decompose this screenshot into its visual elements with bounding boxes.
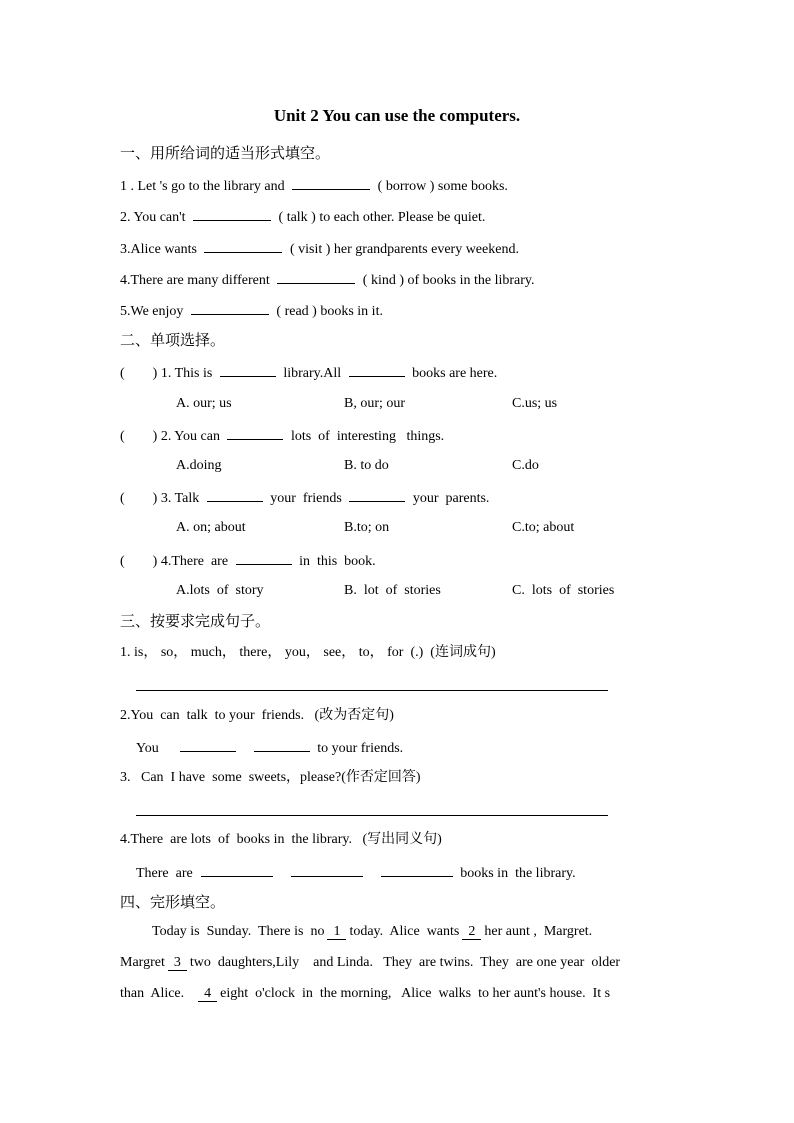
answer-blank[interactable] <box>236 550 292 565</box>
option-c[interactable]: C.do <box>512 458 539 473</box>
s2-question-4: ( ) 4.There are in this book. <box>120 550 376 570</box>
section2-heading: 二、单项选择。 <box>120 333 226 349</box>
s3-question-4-answer: There are books in the library. <box>136 862 576 882</box>
cloze-blank-1[interactable]: 1 <box>327 924 346 940</box>
answer-blank[interactable] <box>277 269 355 284</box>
cloze-blank-2[interactable]: 2 <box>462 924 481 940</box>
s1-item-2: 2. You can't ( talk ) to each other. Please be quiet. <box>120 206 485 226</box>
s2-question-1: ( ) 1. This is library.All books are here. <box>120 362 497 382</box>
section1-heading: 一、用所给词的适当形式填空。 <box>120 146 331 162</box>
s1-item-5: 5.We enjoy ( read ) books in it. <box>120 300 383 320</box>
s1-item-4: 4.There are many different ( kind ) of books in the library. <box>120 269 535 289</box>
answer-line[interactable] <box>136 690 608 691</box>
option-a[interactable]: A.lots of story <box>176 583 264 598</box>
answer-line[interactable] <box>136 815 608 816</box>
option-c[interactable]: C.us; us <box>512 396 558 411</box>
option-c[interactable]: C. lots of stories <box>512 583 615 598</box>
s3-question-1: 1. is， so， much， there， you， see， to， for (.) (连词成句) <box>120 645 496 660</box>
s2-question-2: ( ) 2. You can lots of interesting things. <box>120 425 444 445</box>
cloze-line-1: Today is Sunday. There is no 1 today. Alice wants 2 her aunt , Margret. <box>152 924 593 939</box>
answer-blank[interactable] <box>254 737 310 752</box>
option-b[interactable]: B. lot of stories <box>344 583 441 598</box>
answer-blank[interactable] <box>220 362 276 377</box>
option-c[interactable]: C.to; about <box>512 520 575 535</box>
s1-item-1: 1 . Let 's go to the library and ( borrow ) some books. <box>120 175 508 195</box>
s3-question-3: 3. Can I have some sweets，please?(作否定回答) <box>120 770 421 785</box>
answer-blank[interactable] <box>349 487 405 502</box>
answer-blank[interactable] <box>201 862 273 877</box>
answer-paren[interactable]: ( ) <box>120 554 158 569</box>
answer-blank[interactable] <box>227 425 283 440</box>
cloze-line-3: than Alice. 4 eight o'clock in the morning, Alice walks to her aunt's house. It s <box>120 986 611 1001</box>
answer-blank[interactable] <box>180 737 236 752</box>
section3-heading: 三、按要求完成句子。 <box>120 614 271 630</box>
s2-question-3: ( ) 3. Talk your friends your parents. <box>120 487 489 507</box>
section4-heading: 四、完形填空。 <box>120 895 226 911</box>
cloze-line-2: Margret 3 two daughters,Lily and Linda. They are twins. They are one year older <box>120 955 621 970</box>
answer-blank[interactable] <box>191 300 269 315</box>
answer-paren[interactable]: ( ) <box>120 366 158 381</box>
page-title: Unit 2 You can use the computers. <box>273 106 521 125</box>
s3-question-4: 4.There are lots of books in the library. (写出同义句) <box>120 832 442 847</box>
answer-blank[interactable] <box>207 487 263 502</box>
option-a[interactable]: A.doing <box>176 458 222 473</box>
option-a[interactable]: A. our; us <box>176 396 232 411</box>
answer-blank[interactable] <box>349 362 405 377</box>
answer-blank[interactable] <box>291 862 363 877</box>
s3-question-2: 2.You can talk to your friends. (改为否定句) <box>120 708 394 723</box>
option-a[interactable]: A. on; about <box>176 520 246 535</box>
answer-paren[interactable]: ( ) <box>120 491 158 506</box>
s1-item-3: 3.Alice wants ( visit ) her grandparents every weekend. <box>120 238 519 258</box>
answer-blank[interactable] <box>204 238 282 253</box>
option-b[interactable]: B, our; our <box>344 396 406 411</box>
cloze-blank-3[interactable]: 3 <box>168 955 187 971</box>
option-b[interactable]: B. to do <box>344 458 389 473</box>
option-b[interactable]: B.to; on <box>344 520 390 535</box>
cloze-blank-4[interactable]: 4 <box>198 986 217 1002</box>
answer-paren[interactable]: ( ) <box>120 429 158 444</box>
answer-blank[interactable] <box>292 175 370 190</box>
s3-question-2-answer: You to your friends. <box>136 737 403 757</box>
answer-blank[interactable] <box>381 862 453 877</box>
answer-blank[interactable] <box>193 206 271 221</box>
